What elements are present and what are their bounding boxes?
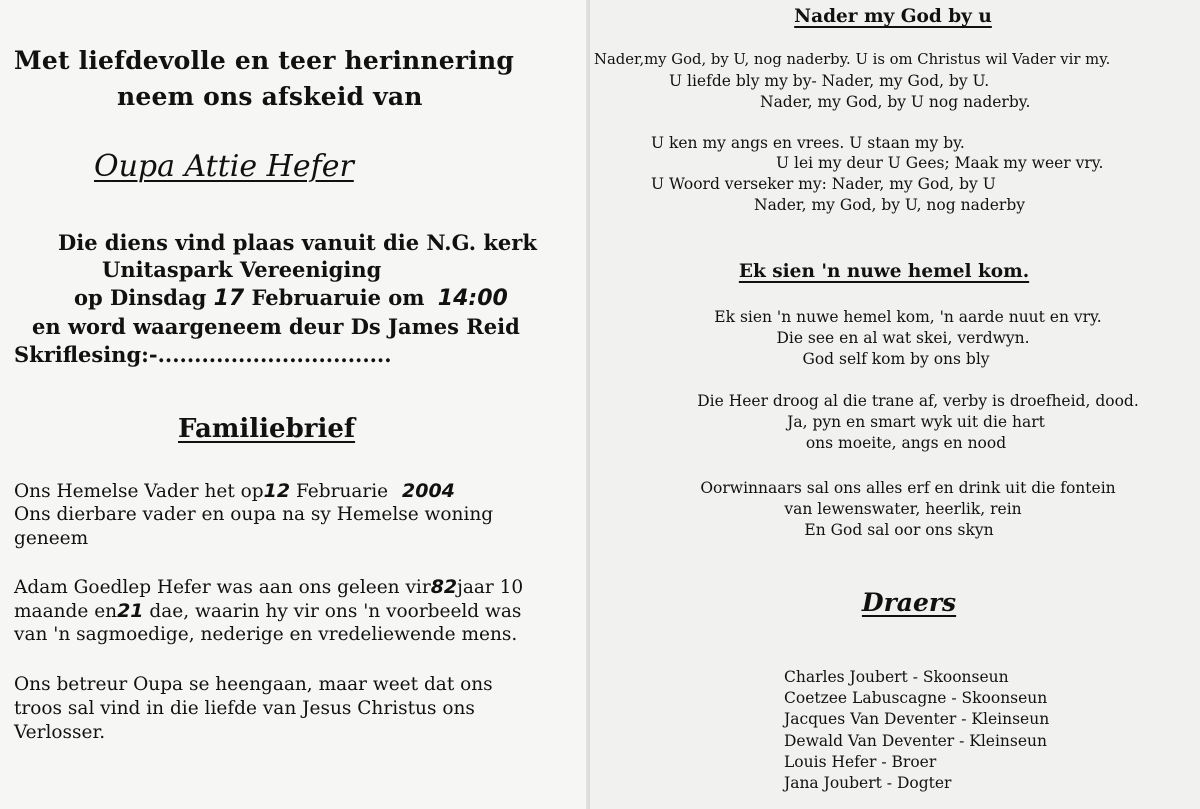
hymn2-line: Die see en al wat skei, verdwyn. [776, 329, 1030, 347]
para3-line-2: troos sal vind in die liefde van Jesus Christus ons [14, 698, 475, 719]
para1-year-handwritten: 2004 [402, 480, 455, 502]
bearers-title: Draers [861, 588, 957, 617]
para1-day-handwritten: 12 [263, 480, 291, 502]
hymn2-line: ons moeite, angs en nood [805, 434, 1007, 452]
hymn1-line: Nader, my God, by U, nog naderby [754, 196, 1026, 214]
para1-month: Februarie [295, 481, 389, 502]
hymn2-line: Die Heer droog al die trane af, verby is droefheid, dood. [697, 392, 1139, 410]
para1-text: Ons Hemelse Vader het op [14, 481, 264, 502]
para2-years-handwritten: 82 [430, 576, 458, 598]
service-date-prefix: op Dinsdag [74, 285, 207, 310]
bearer-item: Charles Joubert - Skoonseun [784, 668, 1009, 686]
family-letter-heading: Familiebrief [178, 414, 356, 444]
service-line-3 [74, 287, 508, 310]
hymn1-title: Nader my God by u [794, 6, 992, 27]
para1-line-1 [14, 482, 455, 502]
para2-line-2 [14, 602, 521, 622]
bearer-item: Jacques Van Deventer - Kleinseun [784, 710, 1050, 728]
hymn1-line: Nader, my God, by U nog naderby. [760, 93, 1031, 111]
para2-text-post: jaar 10 [457, 577, 524, 598]
hymn1-line: Nader,my God, by U, nog naderby. U is om Christus wil Vader vir my. [594, 51, 1111, 68]
bearer-item: Louis Hefer - Broer [784, 753, 937, 771]
hymn2-line: van lewenswater, heerlik, rein [784, 500, 1022, 518]
hymn1-line: U liefde bly my by- Nader, my God, by U. [669, 72, 990, 90]
scripture-reading: Skriflesing:-................................ [14, 342, 392, 367]
hymn2-title: Ek sien 'n nuwe hemel kom. [738, 261, 1030, 282]
para2-days-text: dae, waarin hy vir ons 'n voorbeeld was [149, 601, 522, 622]
service-line-1: Die diens vind plaas vanuit die N.G. kerk [58, 230, 537, 255]
para2-text: Adam Goedlep Hefer was aan ons geleen vir [14, 577, 431, 598]
bearer-item: Jana Joubert - Dogter [784, 774, 952, 792]
service-day-handwritten: 17 [213, 286, 245, 311]
para1-line-2: Ons dierbare vader en oupa na sy Hemelse woning [14, 504, 494, 525]
hymn2-line: Oorwinnaars sal ons alles erf en drink uit die fontein [700, 479, 1116, 497]
para3-line-3: Verlosser. [14, 722, 106, 743]
right-page [590, 0, 1200, 809]
hymn1-line: U lei my deur U Gees; Maak my weer vry. [776, 154, 1104, 172]
hymn2-line: En God sal oor ons skyn [804, 521, 994, 539]
para2-days-handwritten: 21 [117, 600, 144, 622]
para2-months: maande en [14, 601, 118, 622]
intro-line-1: Met liefdevolle en teer herinnering [14, 46, 515, 75]
para2-line-3: van 'n sagmoedige, nederige en vredeliewende mens. [14, 624, 518, 645]
intro-line-2: neem ons afskeid van [117, 82, 423, 111]
hymn2-line: Ja, pyn en smart wyk uit die hart [787, 413, 1045, 431]
hymn2-line: God self kom by ons bly [802, 350, 990, 368]
bearer-item: Coetzee Labuscagne - Skoonseun [784, 689, 1048, 707]
deceased-name: Oupa Attie Hefer [94, 149, 354, 184]
hymn1-line: U Woord verseker my: Nader, my God, by U [651, 175, 996, 193]
service-line-4: en word waargeneem deur Ds James Reid [32, 314, 520, 339]
bearer-item: Dewald Van Deventer - Kleinseun [784, 732, 1047, 750]
service-month: Februaruie om [251, 285, 425, 310]
hymn1-line: U ken my angs en vrees. U staan my by. [651, 134, 965, 152]
left-page [0, 0, 590, 809]
para1-line-3: geneem [14, 528, 89, 549]
hymn2-line: Ek sien 'n nuwe hemel kom, 'n aarde nuut en vry. [714, 308, 1102, 326]
para2-line-1 [14, 578, 523, 598]
para3-line-1: Ons betreur Oupa se heengaan, maar weet dat ons [14, 674, 493, 695]
service-time-handwritten: 14:00 [437, 286, 508, 311]
service-line-2: Unitaspark Vereeniging [102, 257, 382, 282]
